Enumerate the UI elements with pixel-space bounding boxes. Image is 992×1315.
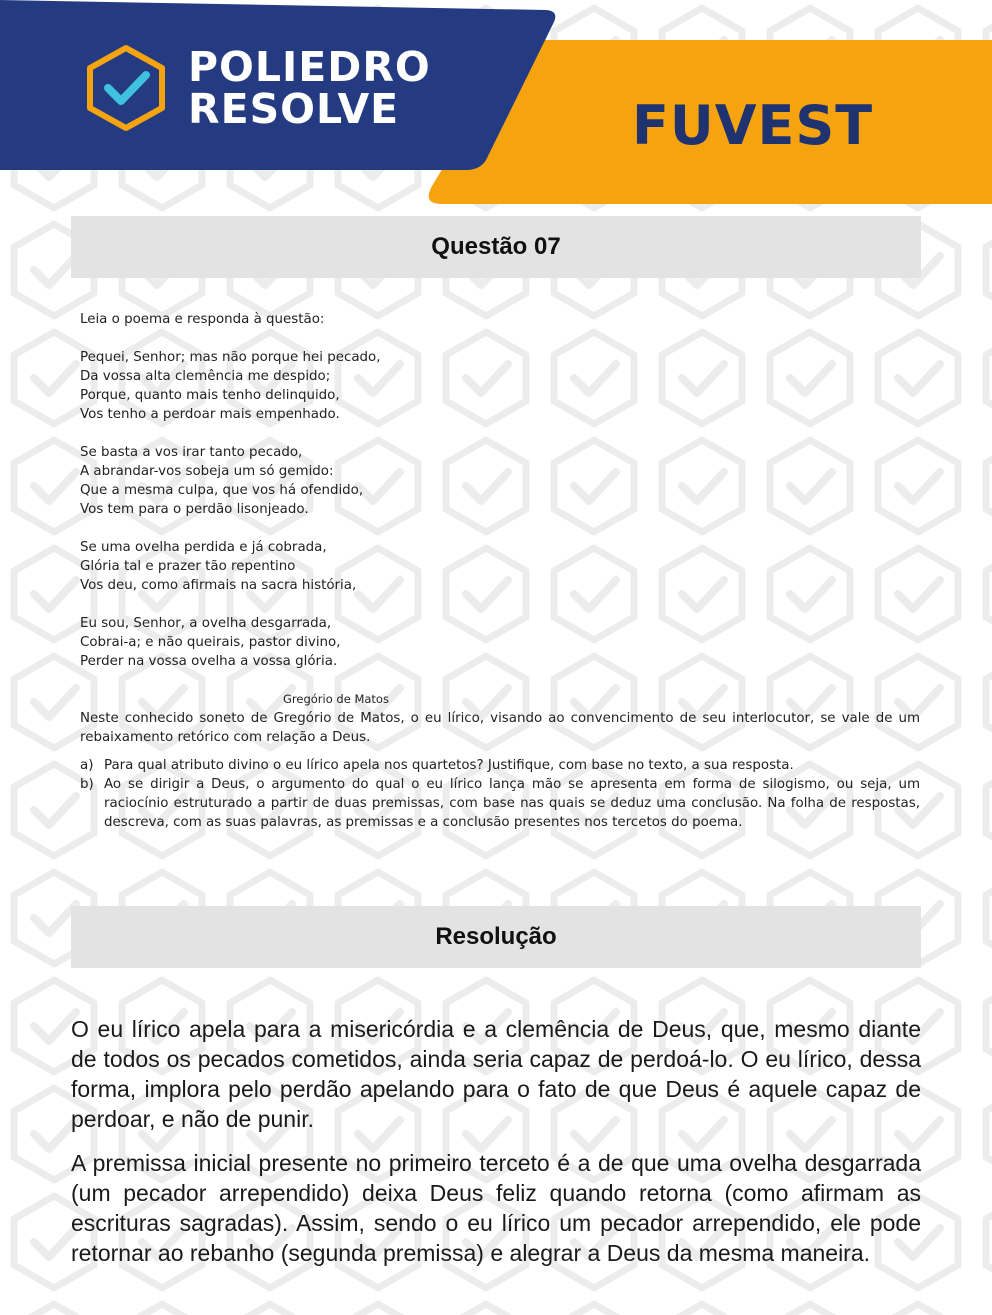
poem <box>80 348 920 671</box>
poem-line: Pequei, Senhor; mas não porque hei pecado, <box>80 350 381 365</box>
brand-line-1: POLIEDRO <box>188 43 431 91</box>
item-text: Ao se dirigir a Deus, o argumento do qual o eu lírico lança mão se apresenta em forma de silogismo, ou seja, um raciocínio estruturado a partir de duas premissas, com base nas quais se deduz uma conclusão. Na folha de respostas, descreva, com as suas palavras, as premissas e a conclusão presentes nos tercetos do poema. <box>104 777 920 830</box>
poem-line: A abrandar-vos sobeja um só gemido: <box>80 464 334 479</box>
poem-stanza <box>80 614 920 671</box>
poem-line: Vos tem para o perdão lisonjeado. <box>80 502 309 517</box>
question-intro: Leia o poema e responda à questão: <box>80 312 325 327</box>
poem-author: Gregório de Matos <box>283 692 389 706</box>
question-items <box>80 756 920 832</box>
poem-line: Cobrai-a; e não queirais, pastor divino, <box>80 635 341 650</box>
item-marker: a) <box>80 758 94 773</box>
question-body <box>80 310 920 832</box>
poem-line: Vos tenho a perdoar mais empenhado. <box>80 407 340 422</box>
question-item-b <box>80 775 920 832</box>
brand-logo-text <box>188 43 431 133</box>
question-prompt: Neste conhecido soneto de Gregório de Matos, o eu lírico, visando ao convencimento de seu interlocutor, se vale de um rebaixamento retórico com relação a Deus. <box>80 711 920 745</box>
question-title: Questão 07 <box>431 233 561 260</box>
resolution-body <box>71 1014 921 1282</box>
poem-line: Da vossa alta clemência me despido; <box>80 369 331 384</box>
poem-stanza <box>80 443 920 519</box>
poem-line: Vos deu, como afirmais na sacra história, <box>80 578 357 593</box>
brand-line-2: RESOLVE <box>188 85 400 133</box>
poem-line: Se basta a vos irar tanto pecado, <box>80 445 303 460</box>
poem-line: Eu sou, Senhor, a ovelha desgarrada, <box>80 616 332 631</box>
resolution-paragraph-2: A premissa inicial presente no primeiro terceto é a de que uma ovelha desgarrada (um pecador arrependido) deixa Deus feliz quando retorna (como afirmam as escrituras sagradas). Assim, sendo o eu lírico um pecador arrependido, ele pode retornar ao rebanho (segunda premissa) e alegrar a Deus da mesma maneira. <box>71 1150 921 1266</box>
item-text: Para qual atributo divino o eu lírico apela nos quartetos? Justifique, com base no texto, a sua resposta. <box>104 758 794 773</box>
check-hexagon-icon <box>80 42 172 134</box>
exam-name: FUVEST <box>632 94 874 157</box>
resolution-paragraph-1: O eu lírico apela para a misericórdia e a clemência de Deus, que, mesmo diante de todos os pecados cometidos, ainda seria capaz de perdoá-lo. O eu lírico, dessa forma, implora pelo perdão apelando para o fato de que Deus é aquele capaz de perdoar, e não de punir. <box>71 1016 921 1132</box>
item-marker: b) <box>80 777 94 792</box>
poem-stanza <box>80 348 920 424</box>
poem-line: Que a mesma culpa, que vos há ofendido, <box>80 483 364 498</box>
poem-line: Se uma ovelha perdida e já cobrada, <box>80 540 327 555</box>
resolution-title: Resolução <box>435 923 557 950</box>
question-title-band <box>71 216 921 278</box>
question-item-a <box>80 756 920 775</box>
poem-stanza <box>80 538 920 595</box>
resolution-title-band <box>71 906 921 968</box>
poem-line: Perder na vossa ovelha a vossa glória. <box>80 654 338 669</box>
poem-line: Glória tal e prazer tão repentino <box>80 559 296 574</box>
poem-line: Porque, quanto mais tenho delinquido, <box>80 388 340 403</box>
